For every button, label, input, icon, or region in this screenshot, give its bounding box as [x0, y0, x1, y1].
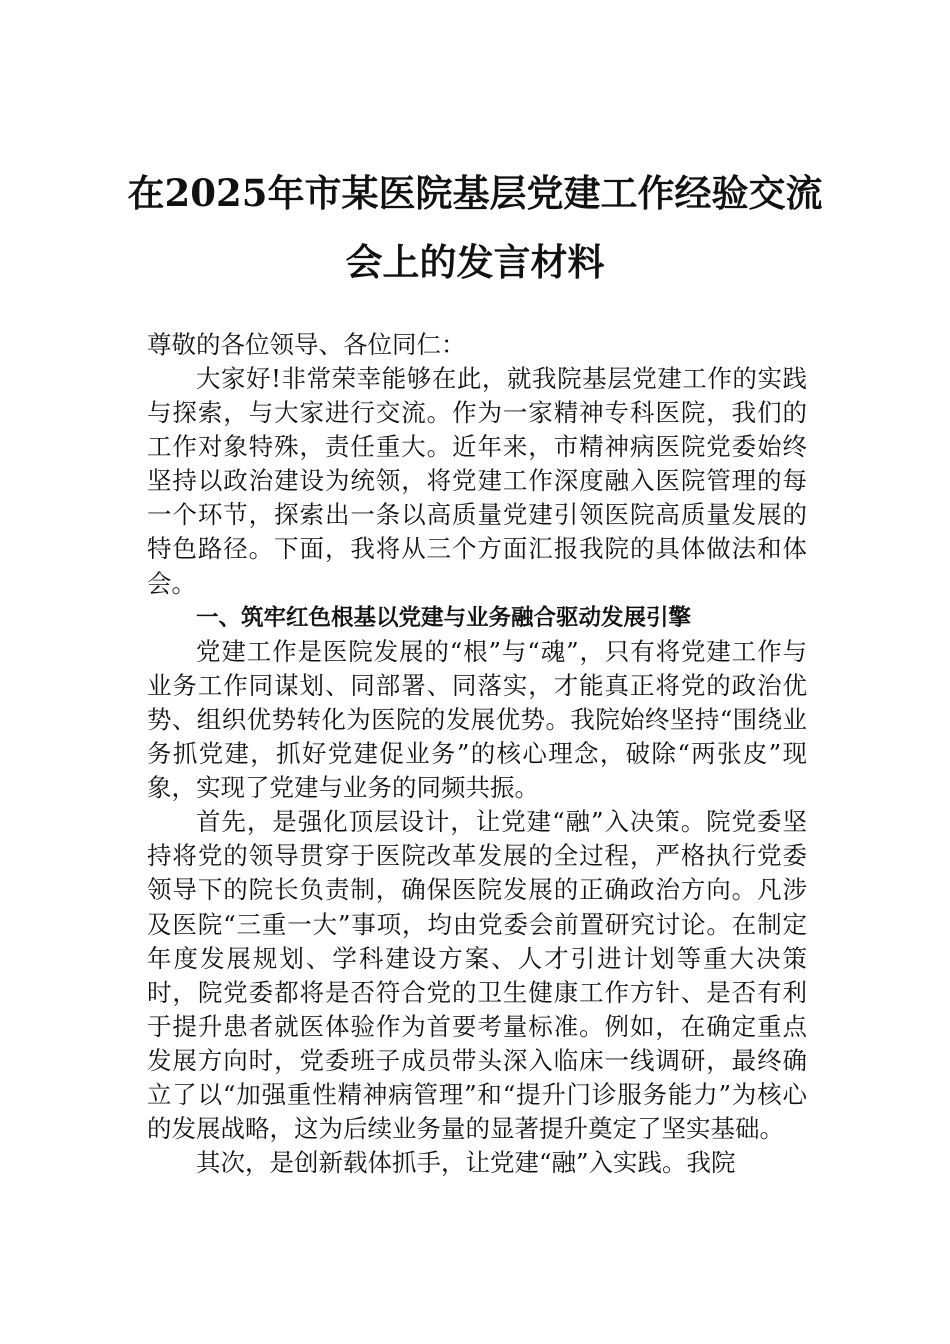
salutation: 尊敬的各位领导、各位同仁：	[147, 330, 466, 359]
document-title-line-2: 会上的发言材料	[345, 240, 605, 284]
paragraph-second-point: 其次，是创新载体抓手，让党建“融”入实践。我院	[196, 1148, 736, 1178]
document-body	[147, 362, 807, 1180]
document-title-line-1: 在2025年市某医院基层党建工作经验交流	[127, 171, 823, 215]
section-heading-1: 一、筑牢红色根基以党建与业务融合驱动发展引擎	[196, 604, 692, 631]
paragraph-first-point: 首先，是强化顶层设计，让党建“融”入决策。院党委坚持将党的领导贯穿于医院改革发展的全过程，严格执行党委领导下的院长负责制，确保医院发展的正确政治方向。凡涉及医院“三重一大”事项，均由党委会前置研究讨论。在制定年度发展规划、学科建设方案、人才引进计划等重大决策时，院党委都将是否符合党的卫生健康工作方针、是否有利于提升患者就医体验作为首要考量标准。例如，在确定重点发展方向时，党委班子成员带头深入临床一线调研，最终确立了以“加强重性精神病管理”和“提升门诊服务能力”为核心的发展战略，这为后续业务量的显著提升奠定了坚实基础。	[147, 807, 807, 1144]
paragraph-section1-overview: 党建工作是医院发展的“根”与“魂”，只有将党建工作与业务工作同谋划、同部署、同落实，才能真正将党的政治优势、组织优势转化为医院的发展优势。我院始终坚持“围绕业务抓党建，抓好党建促业务”的核心理念，破除“两张皮”现象，实现了党建与业务的同频共振。	[147, 636, 807, 803]
paragraph-intro: 大家好!非常荣幸能够在此，就我院基层党建工作的实践与探索，与大家进行交流。作为一家精神专科医院，我们的工作对象特殊，责任重大。近年来，市精神病医院党委始终坚持以政治建设为统领，将党建工作深度融入医院管理的每一个环节，探索出一条以高质量党建引领医院高质量发展的特色路径。下面，我将从三个方面汇报我院的具体做法和体会。	[147, 364, 807, 598]
